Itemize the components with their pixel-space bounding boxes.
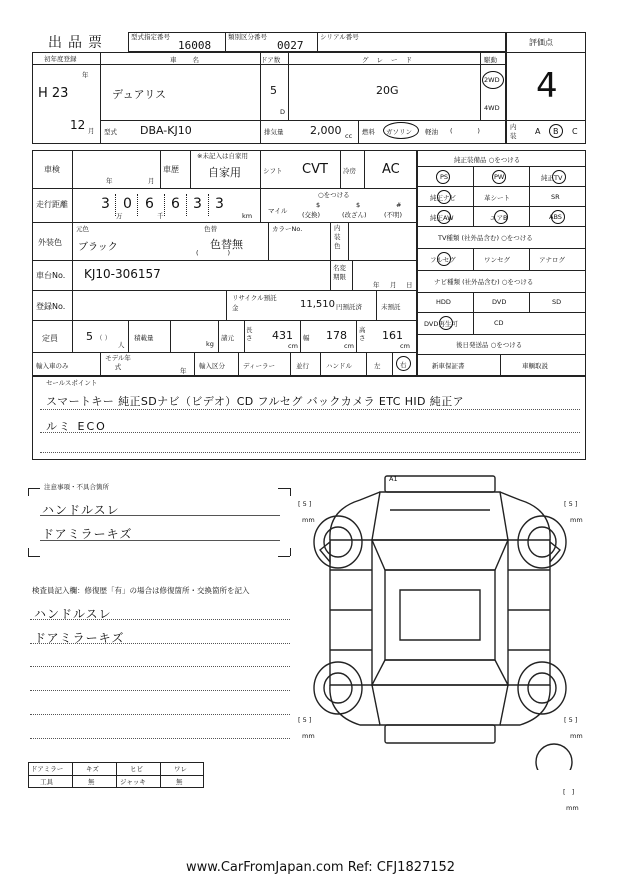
circle-airbag xyxy=(494,210,508,224)
mileage-circle-note: ○をつける xyxy=(318,191,350,199)
inspection-label: 車検 xyxy=(44,165,60,174)
interior-color-label: 内装色 xyxy=(334,224,341,250)
drive-2wd: 2WD xyxy=(484,76,500,84)
inspection-month: 月 xyxy=(148,177,155,185)
tread-fr: [ 5 ] xyxy=(564,500,578,508)
model-year-label: モデル年式 xyxy=(105,354,131,371)
dealer-option: ディーラー xyxy=(243,362,275,370)
name-change-day: 日 xyxy=(406,281,413,289)
orig-color-label: 元色 xyxy=(76,225,89,233)
shift-label: シフト xyxy=(263,167,283,175)
dims-label: 諸元 xyxy=(221,334,234,342)
sales-point-label: セールスポイント xyxy=(46,379,98,387)
equip-navi: 純正ナビ xyxy=(430,194,456,202)
parallel-option: 並行 xyxy=(296,362,309,370)
car-name-label: 車名 xyxy=(170,56,215,64)
grade-score: 4 xyxy=(536,66,558,106)
displacement-label: 排気量 xyxy=(264,128,284,136)
mileage-digit-4: 6 xyxy=(171,196,180,212)
first-reg-month: 12 xyxy=(70,118,86,132)
sheet-title: 出品票 xyxy=(48,35,108,51)
mileage-digit-3: 6 xyxy=(145,196,154,212)
length-cm: cm xyxy=(288,342,298,350)
recycle-status: 未預託 xyxy=(381,303,401,311)
length-value: 431 xyxy=(272,329,293,342)
legend-jack: ジャッキ xyxy=(120,778,146,786)
history-label: 車歴 xyxy=(163,165,179,174)
interior-b: B xyxy=(553,127,559,136)
tamper-label: (改ざん) xyxy=(342,211,367,219)
recycle-label: リサイクル預託金 xyxy=(232,294,277,312)
tread-fl-mm: mm xyxy=(302,516,315,524)
navi-dvd: DVD xyxy=(492,298,507,306)
circle-pw xyxy=(492,170,506,184)
mileage-man: 万 xyxy=(116,212,123,220)
legend-ware: ワレ xyxy=(174,765,187,773)
load-label: 積載量 xyxy=(134,334,154,342)
serial-label: シリアル番号 xyxy=(320,33,359,41)
orig-color: ブラック xyxy=(78,242,118,253)
width-value: 178 xyxy=(326,329,347,342)
grade-label: グレード xyxy=(362,56,420,64)
drive-label: 駆動 xyxy=(484,56,497,64)
width-label: 幅 xyxy=(303,334,310,342)
width-cm: cm xyxy=(344,342,354,350)
interior-label: 内装 xyxy=(510,123,517,140)
tread-spare-mm: mm xyxy=(566,804,579,812)
grade-score-label: 評価点 xyxy=(529,38,553,47)
notes-line-2: ドアミラーキズ xyxy=(42,527,133,541)
handle-left: 左 xyxy=(374,362,381,370)
history-value: 自家用 xyxy=(208,166,241,179)
doors-value: 5 xyxy=(270,84,277,97)
mileage-km: km xyxy=(242,212,253,220)
equip-leather: 革シート xyxy=(484,194,510,202)
door-type: D xyxy=(280,108,286,116)
handle-label: ハンドル xyxy=(326,362,352,370)
legend-kizu: キズ xyxy=(86,765,99,773)
load-unit: kg xyxy=(206,340,214,348)
sales-point-line-1: スマートキー 純正SDナビ（ビデオ）CD フルセグ バックカメラ ETC HID 純正ア xyxy=(46,395,464,408)
fuel-value: ガソリン xyxy=(386,128,412,136)
first-reg-label: 初年度登録 xyxy=(44,55,77,63)
navi-cd: CD xyxy=(494,319,504,327)
mileage-digit-2: 0 xyxy=(123,196,132,212)
legend-tools: 工具 xyxy=(40,778,53,786)
aircon-label: 冷房 xyxy=(343,167,356,175)
circle-fullseg xyxy=(437,252,451,266)
equip-tv: 純正TV xyxy=(541,174,563,182)
reg-label: 登録No. xyxy=(36,302,66,311)
interior-c: C xyxy=(572,127,578,136)
month-unit: 月 xyxy=(88,127,95,135)
chassis-number: KJ10-306157 xyxy=(84,267,161,281)
capacity-unit: 人 xyxy=(118,341,125,349)
mile-label: マイル xyxy=(268,207,288,215)
tv-title: TV種類 (社外品含む) ○をつける xyxy=(438,234,533,242)
import-type-label: 輸入区分 xyxy=(199,362,225,370)
navi-sd: SD xyxy=(552,298,562,306)
tread-rr-mm: mm xyxy=(570,732,583,740)
legend-tools-value: 無 xyxy=(88,778,95,786)
tv-analog: アナログ xyxy=(539,256,565,264)
tread-spare: [ ] xyxy=(563,788,575,796)
tread-fr-mm: mm xyxy=(570,516,583,524)
equipment-title: 純正装備品 ○をつける xyxy=(454,156,521,164)
mileage-digit-5: 3 xyxy=(193,196,202,212)
history-note: ※未記入は自家用 xyxy=(197,152,248,160)
color-change-value: 色替無 xyxy=(210,238,243,251)
equip-airbag: エアB xyxy=(490,214,508,222)
legend-hibi: ヒビ xyxy=(130,765,143,773)
legend-jack-value: 無 xyxy=(176,778,183,786)
inspector-label: 検査員記入欄：修復歴「有」の場合は修復箇所・交換箇所を記入 xyxy=(32,586,250,595)
displacement: 2,000 xyxy=(310,124,342,137)
aircon-value: AC xyxy=(382,162,400,177)
tv-oneseg: ワンセグ xyxy=(484,256,510,264)
exchange-symbol: $ xyxy=(316,201,321,209)
mileage-label: 走行距離 xyxy=(36,200,68,209)
tread-rr: [ 5 ] xyxy=(564,716,578,724)
equip-abs: ABS xyxy=(549,213,562,221)
category-label: 類別区分番号 xyxy=(228,33,267,41)
year-unit: 年 xyxy=(82,71,89,79)
unknown-label: (不明) xyxy=(384,211,403,219)
category-code: 0027 xyxy=(277,39,304,52)
interior-a: A xyxy=(535,127,541,136)
circle-tv xyxy=(552,170,566,184)
name-change-month: 月 xyxy=(390,281,397,289)
sales-point-line-2: ルミ ECO xyxy=(46,420,107,433)
first-reg-era: H 23 xyxy=(38,86,69,101)
circle-ps xyxy=(436,170,450,184)
doc-title: 後日発送品 ○をつける xyxy=(456,341,523,349)
diesel-label: 軽油 xyxy=(425,128,438,136)
notes-label: 注意事項・不具合箇所 xyxy=(44,483,109,491)
inspection-year: 年 xyxy=(106,177,113,185)
fuel-label: 燃料 xyxy=(362,128,375,136)
cc-unit: cc xyxy=(345,132,353,140)
circle-navi xyxy=(437,190,451,204)
inspector-line-1: ハンドルスレ xyxy=(34,607,112,621)
model-code: 16008 xyxy=(178,39,212,52)
car-name: デュアリス xyxy=(112,88,167,101)
tread-rl: [ 5 ] xyxy=(298,716,312,724)
drive-4wd: 4WD xyxy=(484,104,500,112)
tv-fullseg: フルセグ xyxy=(430,256,456,264)
shift-value: CVT xyxy=(302,162,328,177)
length-label: 長さ xyxy=(246,326,253,342)
equip-pw: PW xyxy=(494,173,505,181)
navi-hdd: HDD xyxy=(436,298,451,306)
inspector-line-2: ドアミラーキズ xyxy=(34,631,125,645)
height-label: 高さ xyxy=(359,326,366,342)
watermark-ref: www.CarFromJapan.com Ref: CFJ1827152 xyxy=(186,860,456,875)
recycle-amount: 11,510 xyxy=(300,299,335,310)
height-value: 161 xyxy=(382,329,403,342)
exterior-label: 外装色 xyxy=(38,238,62,247)
capacity-value: 5 xyxy=(86,330,93,343)
capacity-label: 定員 xyxy=(42,334,58,343)
tamper-symbol: $ xyxy=(356,201,361,209)
legend-mirror: ドアミラー xyxy=(31,765,64,773)
model-code-label: 型式指定番号 xyxy=(131,33,170,41)
mileage-sen: 千 xyxy=(157,212,164,220)
name-change-label: 名変期限 xyxy=(333,264,346,281)
model-year-unit: 年 xyxy=(180,367,187,375)
import-label: 輸入車のみ xyxy=(36,362,69,370)
color-no-label: カラーNo. xyxy=(272,225,303,233)
notes-line-1: ハンドルスレ xyxy=(42,503,120,517)
circle-aw xyxy=(437,210,451,224)
unknown-symbol: # xyxy=(396,201,402,209)
tread-rl-mm: mm xyxy=(302,732,315,740)
navi-dvd-play: DVD再生可 xyxy=(424,320,458,328)
grade-value: 20G xyxy=(376,84,399,97)
navi-title: ナビ種類 (社外品含む) ○をつける xyxy=(434,278,534,286)
handle-right: 右 xyxy=(400,361,407,369)
height-cm: cm xyxy=(400,342,410,350)
doors-label: ドア数 xyxy=(261,56,281,64)
mileage-digit-1: 3 xyxy=(101,196,110,212)
circle-dvd-play xyxy=(439,316,453,330)
doc-manual: 車輌取説 xyxy=(522,362,548,370)
circle-abs xyxy=(551,210,565,224)
tread-fl: [ 5 ] xyxy=(298,500,312,508)
damage-mark: A1 xyxy=(389,475,398,483)
type-value: DBA-KJ10 xyxy=(140,124,192,137)
type-label: 型式 xyxy=(104,128,117,136)
sales-point-box xyxy=(32,376,586,460)
car-diagram xyxy=(290,470,590,770)
equip-ps: PS xyxy=(440,173,449,181)
color-change-label: 色替 xyxy=(204,225,217,233)
equip-aw: 純正AW xyxy=(430,214,454,222)
doc-warranty: 新車保証書 xyxy=(432,362,465,370)
recycle-unit: 円預託済 xyxy=(336,303,362,311)
name-change-year: 年 xyxy=(373,281,380,289)
chassis-label: 車台No. xyxy=(36,271,66,280)
exchange-label: (交換) xyxy=(302,211,321,219)
equip-sr: SR xyxy=(551,193,560,201)
